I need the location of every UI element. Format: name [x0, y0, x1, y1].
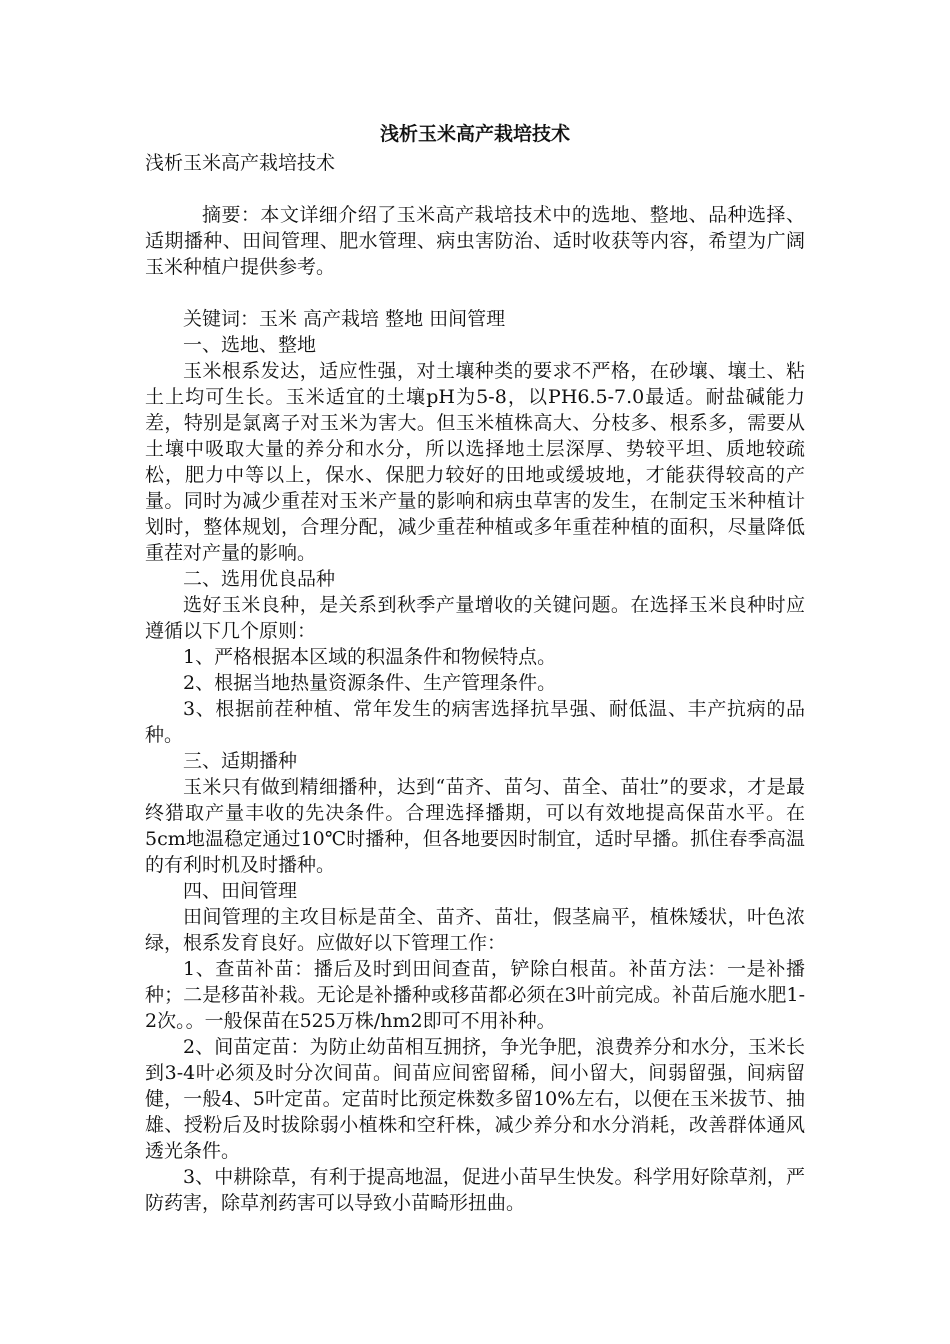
- spacer: [145, 280, 805, 306]
- section-paragraph: 选好玉米良种，是关系到秋季产量增收的关键问题。在选择玉米良种时应遵循以下几个原则：: [145, 594, 805, 642]
- document-subtitle: 浅析玉米高产栽培技术: [145, 152, 336, 174]
- section-paragraph: 田间管理的主攻目标是苗全、苗齐、苗壮，假茎扁平，植株矮状，叶色浓绿，根系发育良好。应做好以下管理工作：: [145, 906, 805, 954]
- list-item: 3、中耕除草，有利于提高地温，促进小苗早生快发。科学用好除草剂，严防药害，除草剂药害可以导致小苗畸形扭曲。: [145, 1166, 805, 1214]
- section-heading-variety: 二、选用优良品种: [183, 568, 336, 590]
- section-heading-sowing: 三、适期播种: [183, 750, 298, 772]
- list-item: 2、间苗定苗：为防止幼苗相互拥挤，争光争肥，浪费养分和水分，玉米长到3-4叶必须及时分次间苗。间苗应间密留稀，间小留大，间弱留强，间病留健，一般4、5叶定苗。定苗时比预定株数多留10%左右，以便在玉米拔节、抽雄、授粉后及时拔除弱小植株和空秆株，减少养分和水分消耗，改善群体通风透光条件。: [145, 1036, 805, 1162]
- list-item: 3、根据前茬种植、常年发生的病害选择抗旱强、耐低温、丰产抗病的品种。: [145, 698, 805, 746]
- abstract-paragraph: 摘要：本文详细介绍了玉米高产栽培技术中的选地、整地、品种选择、适期播种、田间管理、肥水管理、病虫害防治、适时收获等内容，希望为广阔玉米种植户提供参考。: [145, 204, 805, 278]
- spacer: [145, 176, 805, 202]
- document-title: 浅析玉米高产栽培技术: [379, 123, 570, 145]
- keywords-line: 关键词：玉米 高产栽培 整地 田间管理: [183, 308, 506, 330]
- document-page: [145, 118, 805, 1216]
- list-item: 2、根据当地热量资源条件、生产管理条件。: [183, 672, 557, 694]
- section-heading-field-management: 四、田间管理: [183, 880, 298, 902]
- section-paragraph: 玉米根系发达，适应性强，对土壤种类的要求不严格，在砂壤、壤土、粘土上均可生长。玉米适宜的土壤pH为5-8，以PH6.5-7.0最适。耐盐碱能力差，特别是氯离子对玉米为害大。但玉米植株高大、分枝多、根系多，需要从土壤中吸取大量的养分和水分，所以选择地土层深厚、势较平坦、质地较疏松，肥力中等以上，保水、保肥力较好的田地或缓坡地，才能获得较高的产量。同时为减少重茬对玉米产量的影响和病虫草害的发生，在制定玉米种植计划时，整体规划，合理分配，减少重茬种植或多年重茬种植的面积，尽量降低重茬对产量的影响。: [145, 360, 805, 564]
- section-heading-site-selection: 一、选地、整地: [183, 334, 317, 356]
- section-paragraph: 玉米只有做到精细播种，达到“苗齐、苗匀、苗全、苗壮”的要求，才是最终猎取产量丰收的先决条件。合理选择播期，可以有效地提高保苗水平。在5cm地温稳定通过10℃时播种，但各地要因时制宜，适时早播。抓住春季高温的有利时机及时播种。: [145, 776, 805, 876]
- list-item: 1、查苗补苗：播后及时到田间查苗，铲除白根苗。补苗方法：一是补播种；二是移苗补栽。无论是补播种或移苗都必须在3叶前完成。补苗后施水肥1-2次。。一般保苗在525万株/hm2即可不用补种。: [145, 958, 805, 1032]
- list-item: 1、严格根据本区域的积温条件和物候特点。: [183, 646, 557, 668]
